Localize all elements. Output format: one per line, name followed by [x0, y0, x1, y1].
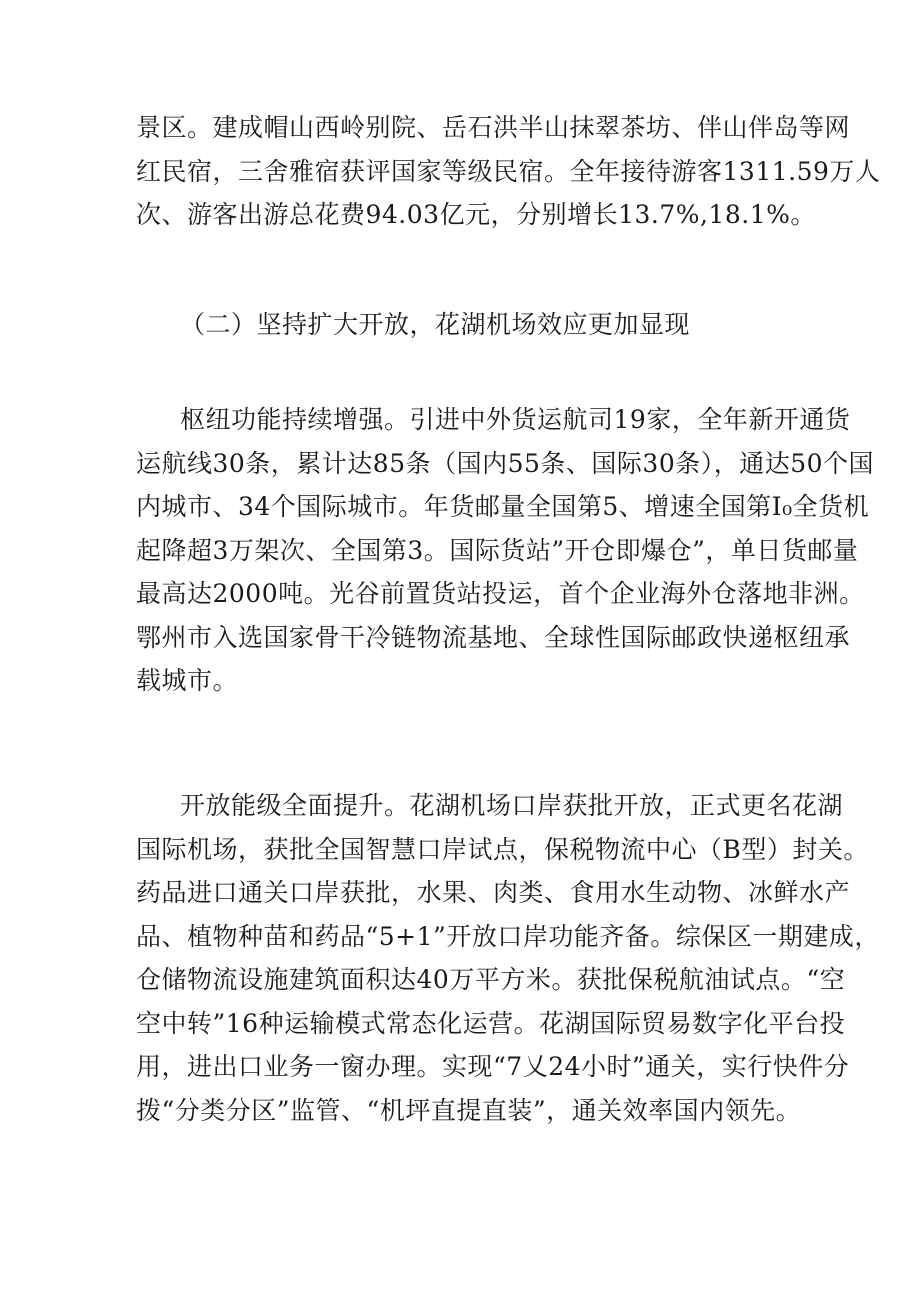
text-line: 用，进出口业务一窗办理。实现“7乂24小时”通关，实行快件分 — [136, 1052, 850, 1081]
paragraph-open-level — [136, 784, 880, 1132]
text-line: 景区。建成帽山西岭别院、岳石洪半山抹翠茶坊、伴山伴岛等网 — [136, 113, 851, 142]
text-line: 起降超3万架次、全国第3。国际货站”开仓即爆仓”，单日货邮量 — [136, 535, 859, 565]
text-line: 仓储物流设施建筑面积达40万平方米。获批保税航油试点。“空 — [136, 965, 846, 994]
text-line: 开放能级全面提升。花湖机场口岸获批开放，正式更名花湖 — [180, 791, 844, 820]
text-line: 鄂州市入选国家骨干冷链物流基地、全球性国际邮政快递枢纽承 — [136, 622, 851, 652]
section-heading: （二）坚持扩大开放，花湖机场效应更加显现 — [180, 310, 691, 339]
text-line: 运航线30条，累计达85条（国内55条、国际30条），通达50个国 — [136, 448, 875, 478]
text-line: 最高达2000吨。光谷前置货站投运，首个企业海外仓落地非洲。 — [136, 579, 865, 608]
paragraph-scenic-tourism — [136, 106, 881, 237]
text-line: 载城市。 — [136, 666, 239, 695]
text-line: 红民宿，三舍雅宿获评国家等级民宿。全年接待游客1311.59万人 — [136, 156, 881, 186]
text-line: 次、游客出游总花费94.03亿元，分别增长13.7%,18.1%。 — [136, 200, 816, 229]
text-line: 内城市、34个国际城市。年货邮量全国第5、增速全国第I₀全货机 — [136, 492, 870, 521]
text-line: 拨“分类分区”监管、“机坪直提直装”，通关效率国内领先。 — [136, 1095, 802, 1125]
text-line: 药品进口通关口岸获批，水果、肉类、食用水生动物、冰鲜水产 — [136, 878, 851, 907]
text-line: 国际机场，获批全国智慧口岸试点，保税物流中心（B型）封关。 — [136, 834, 869, 864]
text-line: 枢纽功能持续增强。引进中外货运航司19家，全年新开通货 — [180, 405, 851, 434]
text-line: 品、植物种苗和药品“5+1”开放口岸功能齐备。综保区一期建成， — [136, 921, 880, 951]
text-line: 空中转”16种运输模式常态化运营。花湖国际贸易数字化平台投 — [136, 1008, 846, 1038]
paragraph-hub-function — [136, 398, 875, 703]
